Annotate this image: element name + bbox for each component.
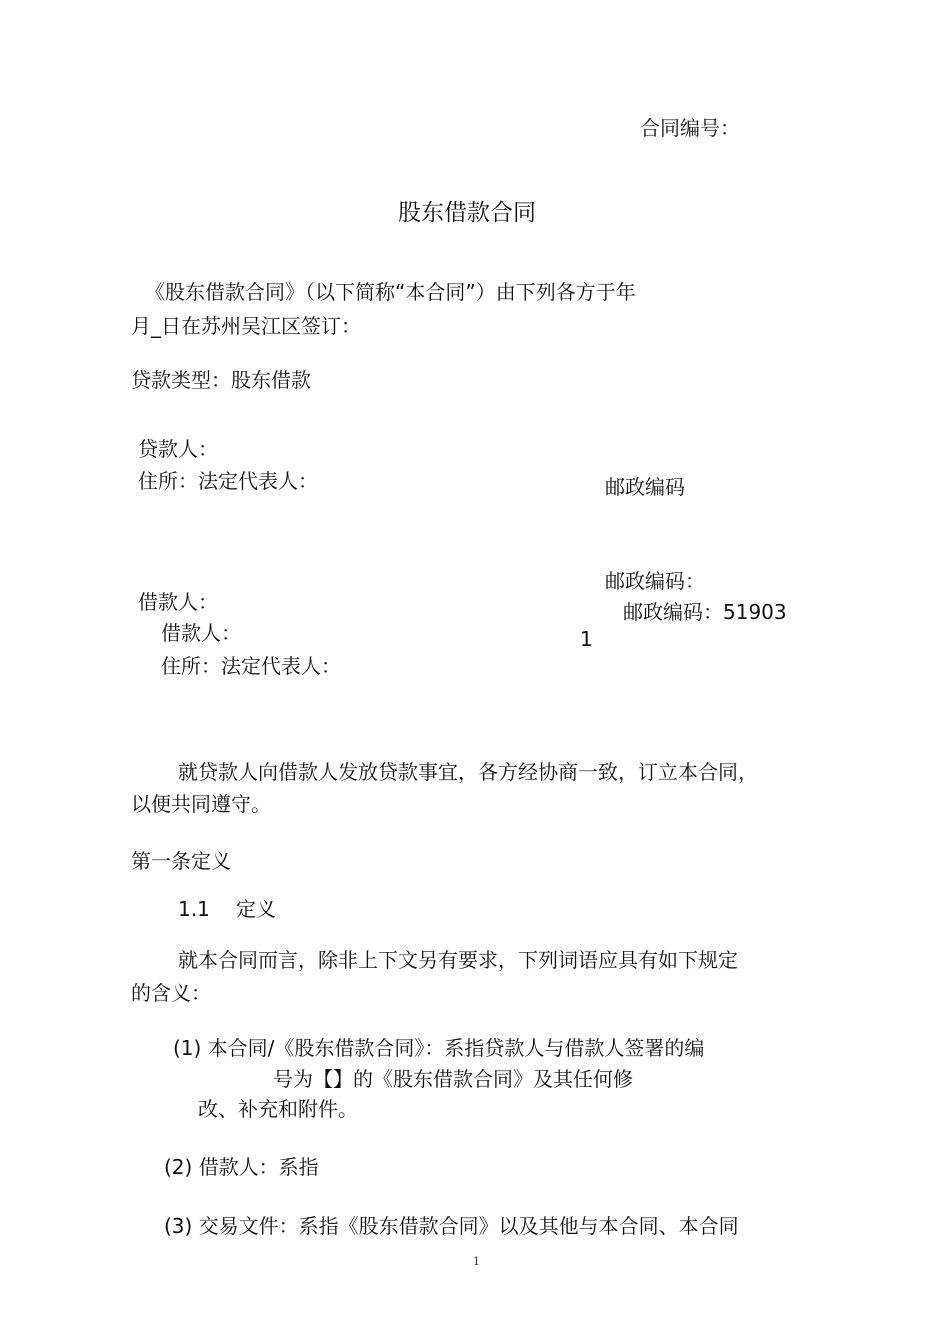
section-1-1-title: 定义 bbox=[236, 897, 276, 921]
lender-address-representative: 住所：法定代表人： bbox=[138, 469, 318, 493]
article-1-title: 第一条定义 bbox=[131, 849, 231, 873]
contract-number-label: 合同编号： bbox=[640, 116, 740, 140]
purpose-line-2: 以便共同遵守。 bbox=[131, 792, 271, 816]
definition-item-1-line-2: 号为【】的《股东借款合同》及其任何修 bbox=[273, 1067, 633, 1091]
definition-intro-line-2: 的含义： bbox=[131, 981, 211, 1005]
intro-line-1: 《股东借款合同》（以下简称“本合同”）由下列各方于年 bbox=[145, 280, 636, 304]
borrower-address-representative: 住所：法定代表人： bbox=[161, 654, 341, 678]
intro-line-2: 月_日在苏州吴江区签订： bbox=[131, 314, 361, 338]
definition-item-1-line-3: 改、补充和附件。 bbox=[198, 1097, 358, 1121]
section-1-1-number: 1.1 bbox=[178, 897, 210, 921]
borrower-label-2: 借款人： bbox=[161, 621, 241, 645]
postal-code-label: 邮政编码： bbox=[605, 569, 705, 593]
lender-postal-code: 邮政编码 bbox=[605, 475, 685, 499]
borrower-postal-code: 邮政编码：51903 bbox=[623, 600, 787, 624]
borrower-label-1: 借款人： bbox=[138, 590, 218, 614]
page-number: 1 bbox=[473, 1255, 480, 1268]
definition-item-3: (3) 交易文件：系指《股东借款合同》以及其他与本合同、本合同 bbox=[164, 1214, 739, 1238]
postal-code-overflow-digit: 1 bbox=[580, 627, 593, 651]
definition-intro-line-1: 就本合同而言，除非上下文另有要求，下列词语应具有如下规定 bbox=[178, 948, 738, 972]
lender-label: 贷款人： bbox=[138, 437, 218, 461]
definition-item-2: (2) 借款人：系指 bbox=[164, 1155, 319, 1179]
loan-type: 贷款类型：股东借款 bbox=[131, 368, 311, 392]
document-title: 股东借款合同 bbox=[398, 200, 536, 226]
definition-item-1-line-1: (1) 本合同/《股东借款合同》：系指贷款人与借款人签署的编 bbox=[173, 1036, 705, 1060]
purpose-line-1: 就贷款人向借款人发放贷款事宜，各方经协商一致，订立本合同， bbox=[178, 760, 758, 784]
